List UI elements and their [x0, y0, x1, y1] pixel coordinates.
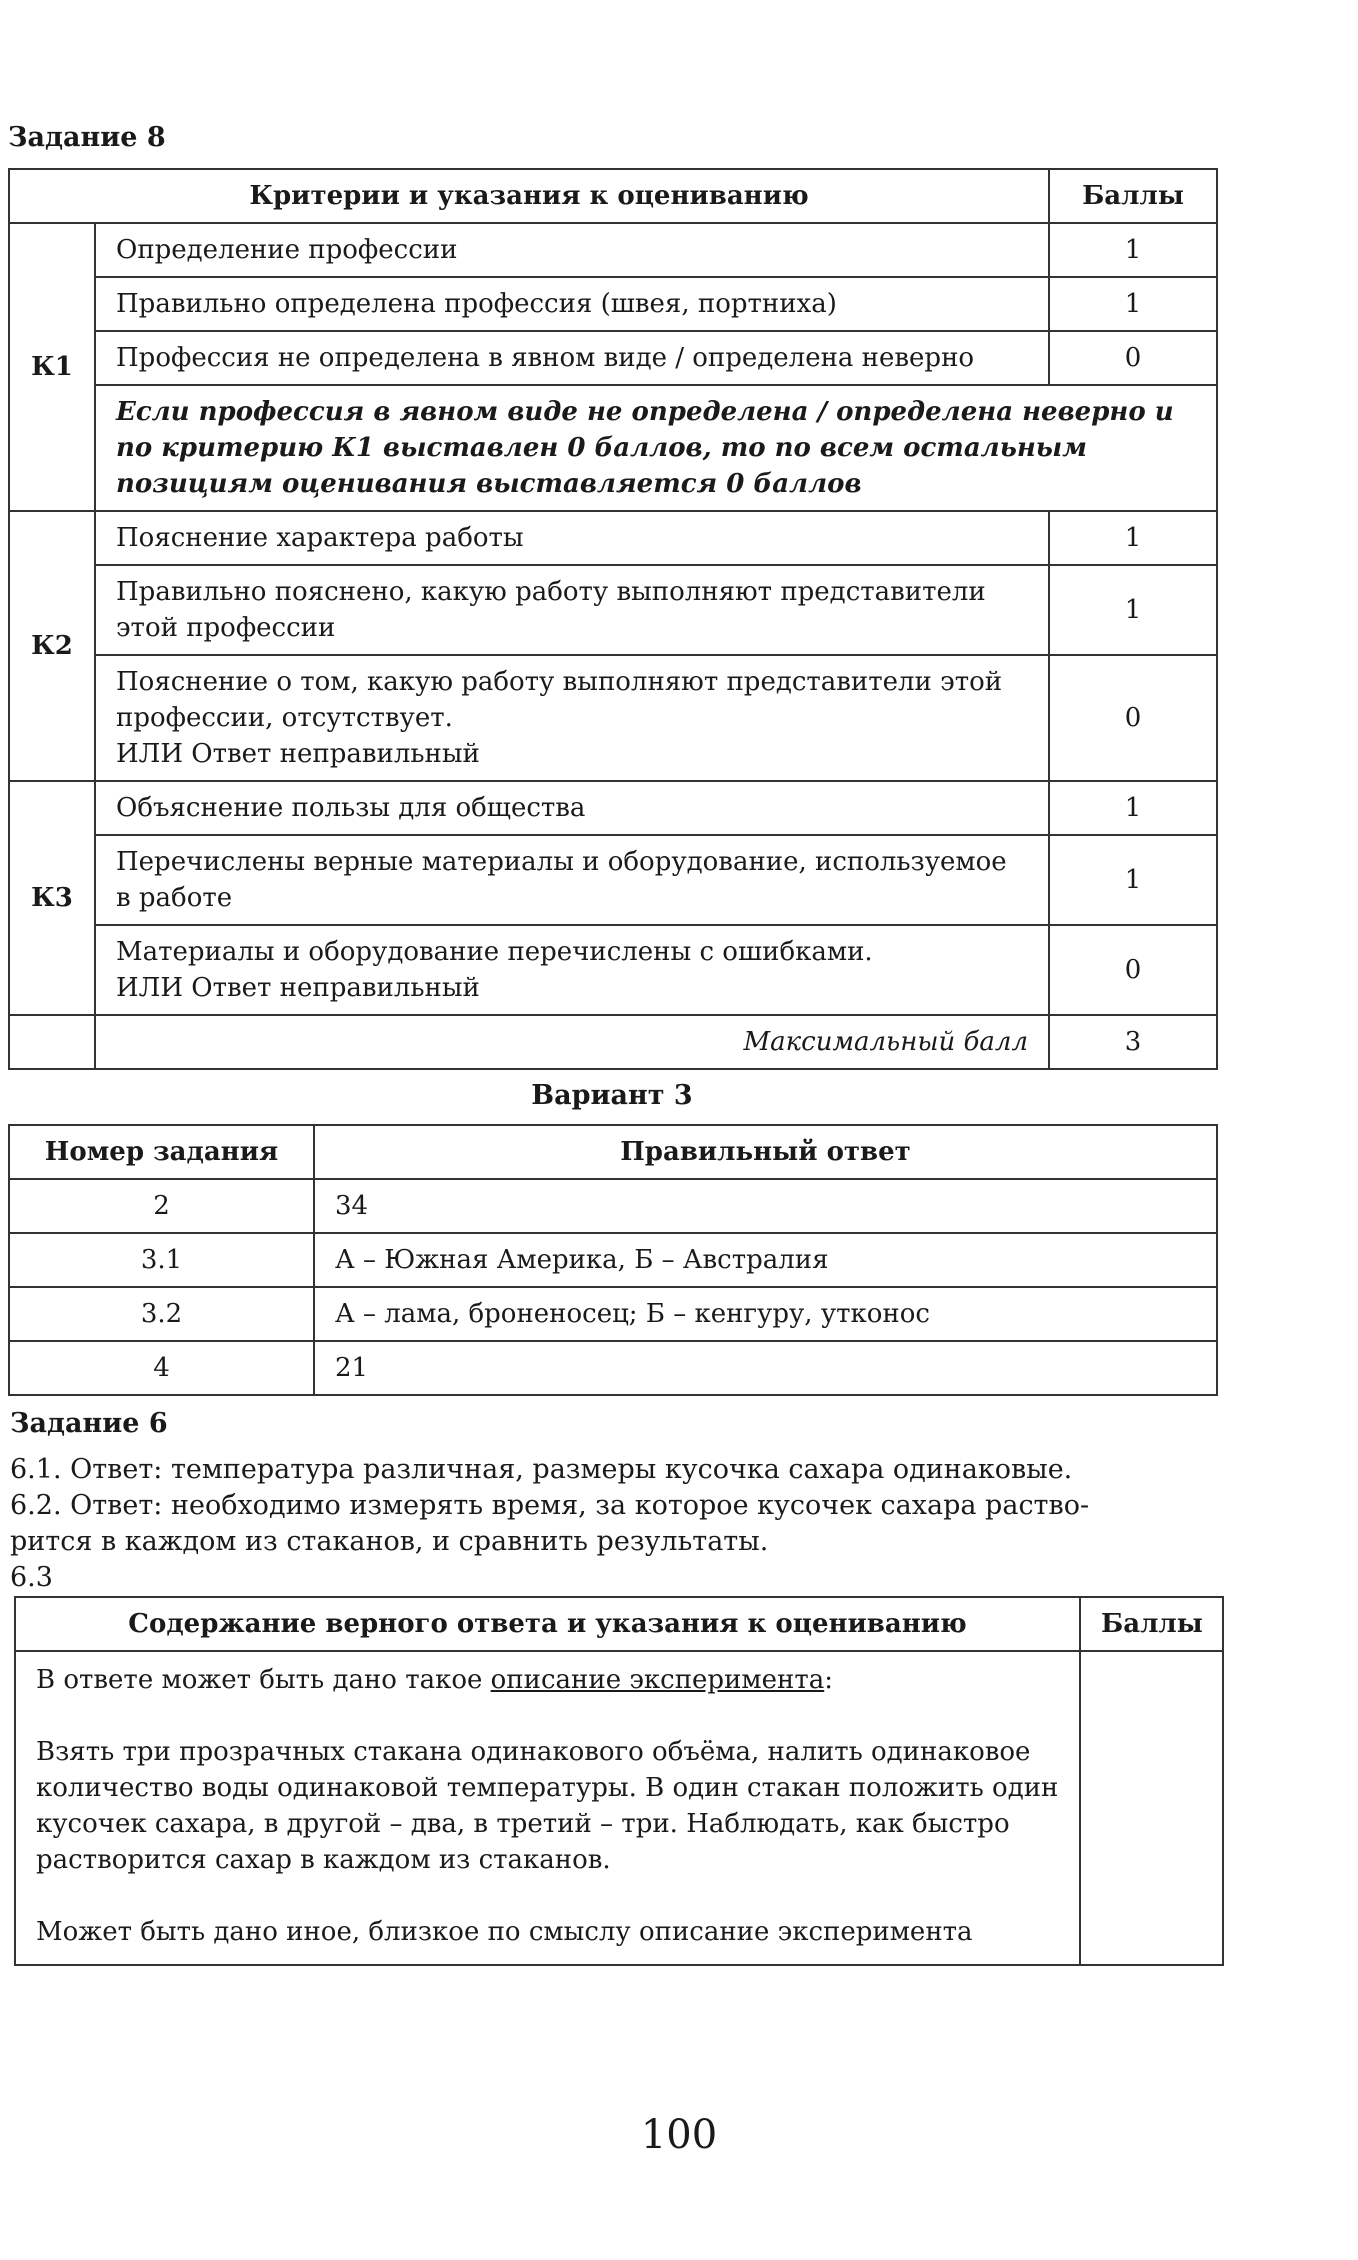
points-column-header: Баллы	[1080, 1597, 1223, 1651]
intro-text: В ответе может быть дано такое	[36, 1665, 491, 1695]
criterion-points: 1	[1049, 223, 1217, 277]
task-number: 3.2	[9, 1287, 314, 1341]
intro-paragraph	[36, 1662, 1059, 1698]
task6-heading: Задание 6	[10, 1408, 168, 1439]
alternative-paragraph: Может быть дано иное, близкое по смыслу описание эксперимента	[36, 1917, 973, 1947]
correct-answer-header: Правильный ответ	[314, 1125, 1217, 1179]
table-row	[9, 277, 1217, 331]
variant3-heading: Вариант 3	[531, 1080, 693, 1111]
table-row	[9, 331, 1217, 385]
max-score-label: Максимальный балл	[95, 1015, 1049, 1069]
table-row	[9, 565, 1217, 655]
task8-heading: Задание 8	[8, 122, 166, 153]
correct-answer: 21	[314, 1341, 1217, 1395]
empty-cell	[9, 1015, 95, 1069]
variant3-answers-table	[8, 1124, 1218, 1396]
criterion-text: Правильно определена профессия (швея, портниха)	[95, 277, 1049, 331]
criterion-text-alt: ИЛИ Ответ неправильный	[116, 739, 480, 769]
answer-content-cell	[15, 1651, 1080, 1965]
answer-6-2-line1: 6.2. Ответ: необходимо измерять время, за которое кусочек сахара раство-	[10, 1490, 1090, 1521]
table-header-row	[9, 169, 1217, 223]
criterion-text: Материалы и оборудование перечислены с ошибками.	[116, 937, 873, 967]
table-header-row	[9, 1125, 1217, 1179]
criteria-column-header: Критерии и указания к оцениванию	[9, 169, 1049, 223]
content-column-header: Содержание верного ответа и указания к оцениванию	[15, 1597, 1080, 1651]
table-row	[9, 781, 1217, 835]
table-row	[15, 1651, 1223, 1965]
table-row	[9, 223, 1217, 277]
criterion-k1-label: К1	[9, 223, 95, 511]
criterion-text: Определение профессии	[95, 223, 1049, 277]
task-number: 3.1	[9, 1233, 314, 1287]
criterion-points: 1	[1049, 277, 1217, 331]
answer-6-2-line2: рится в каждом из стаканов, и сравнить результаты.	[10, 1526, 769, 1557]
criterion-text: Перечислены верные материалы и оборудование, используемое в работе	[95, 835, 1049, 925]
table-row	[9, 1179, 1217, 1233]
criterion-k3-label: К3	[9, 781, 95, 1015]
label-6-3: 6.3	[10, 1562, 53, 1593]
max-score-value: 3	[1049, 1015, 1217, 1069]
correct-answer: А – лама, броненосец; Б – кенгуру, утконос	[314, 1287, 1217, 1341]
criterion-text-cell	[95, 655, 1049, 781]
correct-answer: А – Южная Америка, Б – Австралия	[314, 1233, 1217, 1287]
criterion-points: 0	[1049, 655, 1217, 781]
table-row	[9, 1341, 1217, 1395]
criterion-text-cell	[95, 925, 1049, 1015]
table-row	[9, 385, 1217, 511]
table-row	[9, 835, 1217, 925]
task8-criteria-table	[8, 168, 1218, 1070]
criterion-points: 1	[1049, 511, 1217, 565]
criterion-text: Профессия не определена в явном виде / определена неверно	[95, 331, 1049, 385]
experiment-description-underlined: описание эксперимента	[490, 1665, 825, 1695]
criterion-points: 1	[1049, 781, 1217, 835]
task-number-header: Номер задания	[9, 1125, 314, 1179]
table-row	[9, 655, 1217, 781]
table-header-row	[15, 1597, 1223, 1651]
task-number: 2	[9, 1179, 314, 1233]
criterion-points: 0	[1049, 925, 1217, 1015]
criterion-points: 0	[1049, 331, 1217, 385]
table-row	[9, 511, 1217, 565]
points-column-header: Баллы	[1049, 169, 1217, 223]
criterion-points: 1	[1049, 835, 1217, 925]
experiment-paragraph: Взять три прозрачных стакана одинакового объёма, налить одинаковое количество воды одинаковой температуры. В один стакан положить один кусочек сахара, в другой – два, в третий – три. Наблюдать, как быстро растворится сахар в каждом из стаканов.	[36, 1737, 1059, 1875]
criterion-text: Пояснение характера работы	[95, 511, 1049, 565]
k1-note: Если профессия в явном виде не определена / определена неверно и по критерию К1 выставлен 0 баллов, то по всем остальным позициям оценивания выставляется 0 баллов	[95, 385, 1217, 511]
intro-colon: :	[824, 1665, 833, 1695]
correct-answer: 34	[314, 1179, 1217, 1233]
task6-3-criteria-table	[14, 1596, 1224, 1966]
table-row	[9, 925, 1217, 1015]
page-number: 100	[640, 2112, 718, 2158]
points-empty-cell	[1080, 1651, 1223, 1965]
criterion-k2-label: К2	[9, 511, 95, 781]
max-score-row	[9, 1015, 1217, 1069]
criterion-text: Правильно пояснено, какую работу выполняют представители этой профессии	[95, 565, 1049, 655]
task-number: 4	[9, 1341, 314, 1395]
table-row	[9, 1287, 1217, 1341]
answer-6-1: 6.1. Ответ: температура различная, размеры кусочка сахара одинаковые.	[10, 1454, 1073, 1485]
criterion-text: Пояснение о том, какую работу выполняют представители этой профессии, отсутствует.	[116, 667, 1003, 733]
criterion-text-alt: ИЛИ Ответ неправильный	[116, 973, 480, 1003]
criterion-points: 1	[1049, 565, 1217, 655]
criterion-text: Объяснение пользы для общества	[95, 781, 1049, 835]
table-row	[9, 1233, 1217, 1287]
